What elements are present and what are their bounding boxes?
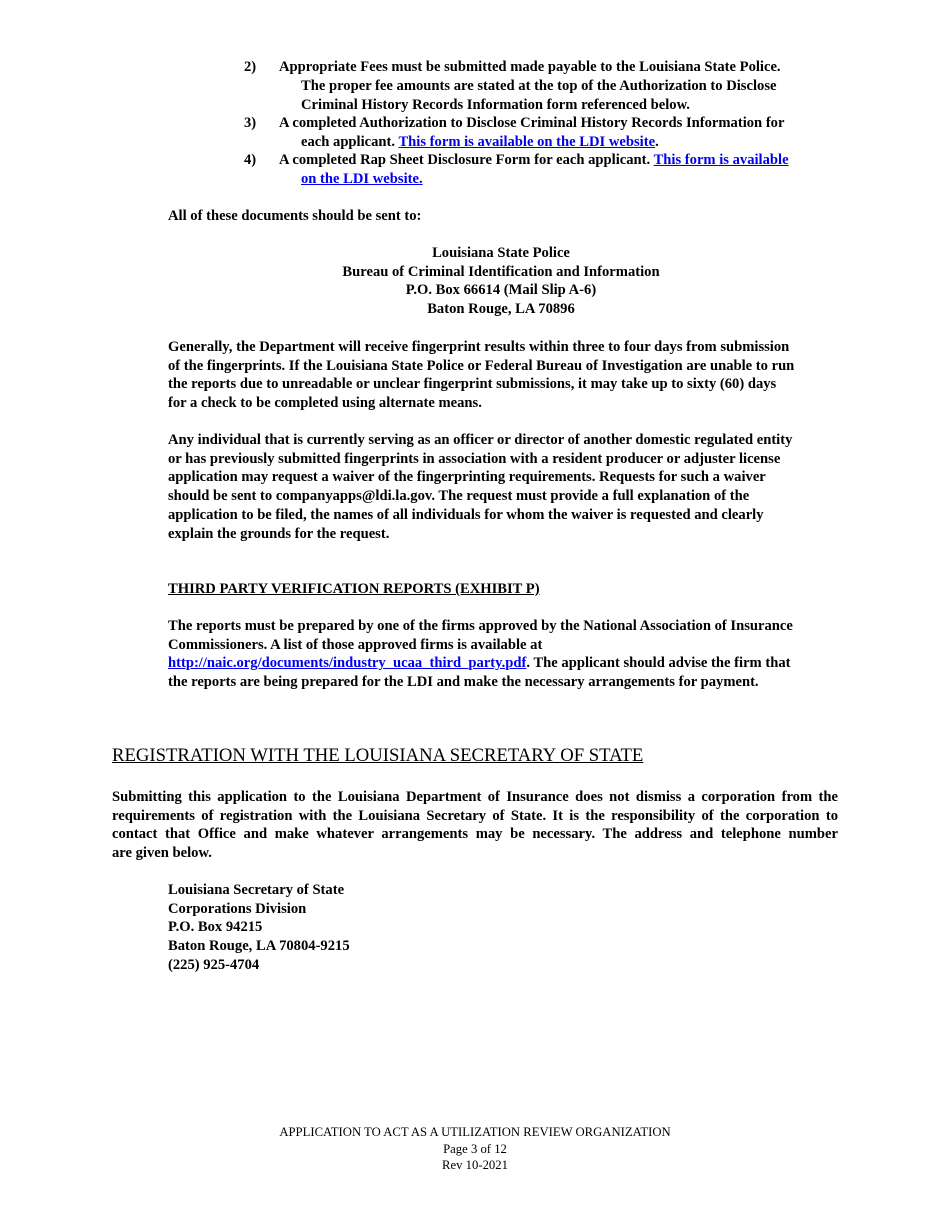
punctuation: . — [655, 134, 659, 150]
paragraph-line: should be sent to companyapps@ldi.la.gov. The request must provide a full explanation of the — [168, 488, 750, 505]
heading-text: THIRD PARTY VERIFICATION REPORTS (EXHIBIT P) — [168, 581, 540, 597]
list-item-text: each applicant. — [301, 134, 399, 150]
lsp-address — [168, 244, 834, 319]
results-paragraph — [168, 338, 794, 413]
address-line: P.O. Box 94215 — [168, 919, 263, 936]
address-line: Baton Rouge, LA 70804-9215 — [168, 938, 350, 955]
paragraph-line: requirements of registration with the Louisiana Secretary of State. It is the responsibility of the corporation to — [112, 807, 838, 824]
list-item-line — [279, 151, 789, 170]
send-to-label: All of these documents should be sent to: — [168, 208, 422, 224]
list-item-text: Criminal History Records Information form referenced below. — [301, 97, 690, 113]
paragraph-line: contact that Office and make whatever arrangements may be necessary. The address and telephone number — [112, 826, 838, 843]
paragraph-line — [168, 654, 793, 673]
sos-heading — [112, 745, 643, 767]
ldi-website-link[interactable]: This form is available — [653, 152, 789, 168]
page-footer — [0, 1124, 950, 1174]
naic-firms-link[interactable]: http://naic.org/documents/industry_ucaa_third_party.pdf — [168, 655, 527, 672]
waiver-paragraph — [168, 431, 792, 543]
paragraph-line: Generally, the Department will receive fingerprint results within three to four days from submission — [168, 339, 790, 355]
footer-title: APPLICATION TO ACT AS A UTILIZATION REVIEW ORGANIZATION — [279, 1125, 671, 1139]
list-number: 3) — [244, 115, 257, 131]
paragraph-line: for a check to be completed using alternate means. — [168, 395, 482, 412]
list-item-text: Appropriate Fees must be submitted made payable to the Louisiana State Police. — [279, 59, 781, 75]
ldi-website-link[interactable]: on the LDI website. — [301, 171, 423, 187]
address-line: Louisiana State Police — [432, 245, 570, 261]
list-item-text: The proper fee amounts are stated at the top of the Authorization to Disclose — [301, 78, 777, 94]
page-number: Page 3 of 12 — [443, 1141, 507, 1156]
list-item-line — [301, 133, 659, 152]
sos-address — [168, 881, 350, 975]
paragraph-line: the reports due to unreadable or unclear fingerprint submissions, it may take up to sixty (60) days — [168, 376, 777, 393]
paragraph-line: the reports are being prepared for the LDI and make the necessary arrangements for payment. — [168, 674, 759, 691]
third-party-heading — [168, 580, 540, 599]
list-item-line — [301, 170, 423, 189]
list-number: 2) — [244, 59, 257, 75]
heading-text: REGISTRATION WITH THE LOUISIANA SECRETARY OF STATE — [112, 745, 644, 766]
address-line: Louisiana Secretary of State — [168, 882, 345, 898]
address-line: Bureau of Criminal Identification and Information — [342, 263, 660, 280]
list-item-text: A completed Authorization to Disclose Criminal History Records Information for — [279, 115, 785, 131]
paragraph-text: . The applicant should advise the firm that — [526, 655, 791, 672]
address-line: Corporations Division — [168, 900, 307, 917]
sos-paragraph — [112, 788, 838, 863]
paragraph-line: Submitting this application to the Louisiana Department of Insurance does not dismiss a corporation from the — [112, 789, 838, 805]
paragraph-line: of the fingerprints. If the Louisiana State Police or Federal Bureau of Investigation are unable to run — [168, 357, 795, 374]
third-party-paragraph — [168, 617, 793, 692]
list-number: 4) — [244, 152, 257, 168]
paragraph-line: The reports must be prepared by one of the firms approved by the National Association of Insurance — [168, 618, 793, 634]
paragraph-line: are given below. — [112, 845, 212, 862]
paragraph-line: Any individual that is currently serving as an officer or director of another domestic regulated entity — [168, 432, 793, 448]
revision: Rev 10-2021 — [442, 1158, 508, 1172]
phone-line: (225) 925-4704 — [168, 956, 260, 973]
paragraph-line: application to be filed, the names of all individuals for whom the waiver is requested and clearly — [168, 506, 764, 523]
address-line: P.O. Box 66614 (Mail Slip A-6) — [405, 282, 597, 299]
paragraph-line: application may request a waiver of the fingerprinting requirements. Requests for such a waiver — [168, 469, 766, 486]
list-item-text: A completed Rap Sheet Disclosure Form for each applicant. — [279, 152, 654, 168]
paragraph-line: explain the grounds for the request. — [168, 525, 390, 542]
paragraph-line: or has previously submitted fingerprints in association with a resident producer or adjuster license — [168, 450, 781, 467]
ldi-website-link[interactable]: This form is available on the LDI website — [398, 134, 656, 150]
address-line: Baton Rouge, LA 70896 — [427, 301, 575, 318]
paragraph-line: Commissioners. A list of those approved firms is available at — [168, 636, 543, 653]
